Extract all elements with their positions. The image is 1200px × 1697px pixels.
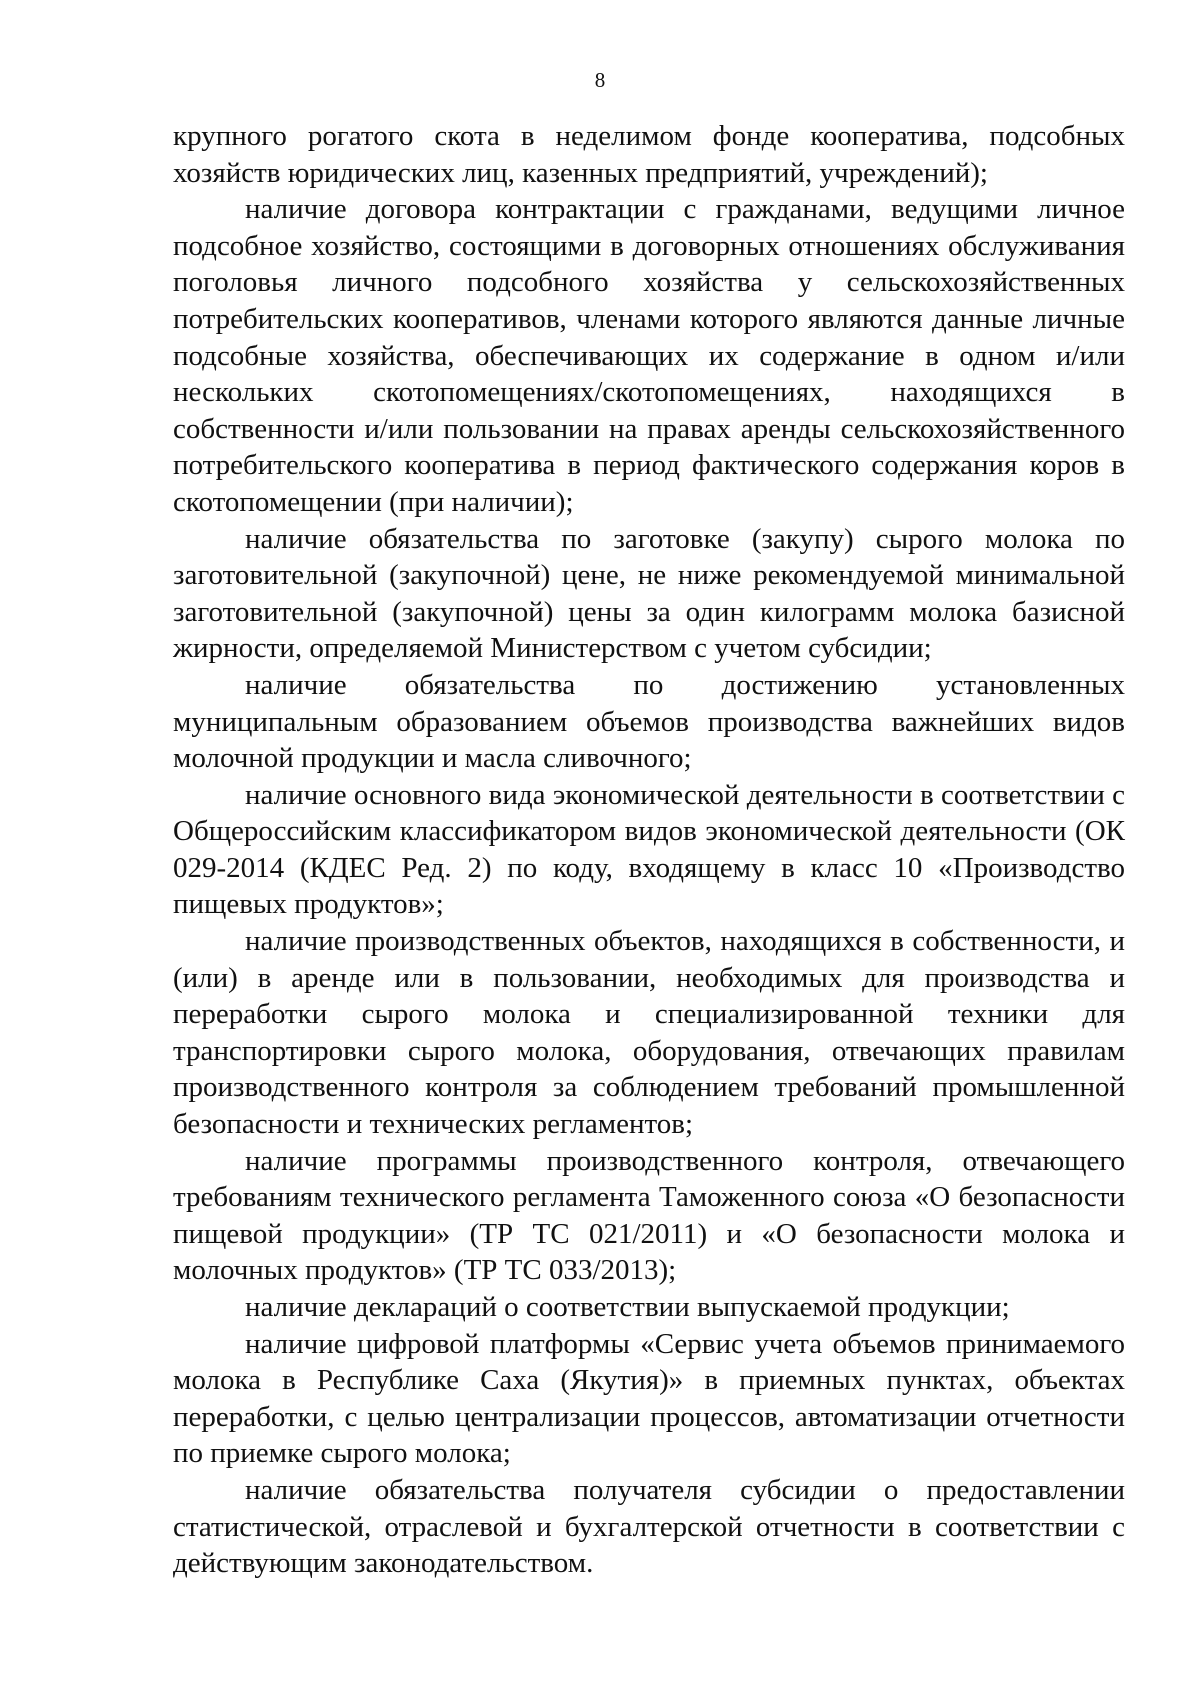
paragraph-production-facilities: наличие производственных объектов, находящихся в собственности, и (или) в аренде или в пользовании, необходимых для производства и переработки сырого молока и специализированной техники для транспортировки сырого молока, оборудования, отвечающих правилам производственного контроля за соблюдением требований промышленной безопасности и технических регламентов;: [173, 925, 1125, 1141]
page-number: 8: [594, 68, 606, 92]
paragraph-activity-code: наличие основного вида экономической деятельности в соответствии с Общероссийским классификатором видов экономической деятельности (ОК 029-2014 (КДЕС Ред. 2) по коду, входящему в класс 10 «Производство пищевых продуктов»;: [173, 778, 1125, 921]
paragraph-continuation: крупного рогатого скота в неделимом фонде кооператива, подсобных хозяйств юридических лиц, казенных предприятий, учреждений);: [173, 120, 1125, 189]
paragraph-digital-platform: наличие цифровой платформы «Сервис учета объемов принимаемого молока в Республике Саха (Якутия)» в приемных пунктах, объектах переработки, с целью централизации процессов, автоматизации отчетности по приемке сырого молока;: [173, 1327, 1125, 1470]
paragraph-production-volumes: наличие обязательства по достижению установленных муниципальным образованием объемов производства важнейших видов молочной продукции и масла сливочного;: [173, 668, 1125, 775]
paragraph-milk-procurement: наличие обязательства по заготовке (закупу) сырого молока по заготовительной (закупочной) цене, не ниже рекомендуемой минимальной заготовительной (закупочной) цены за один килограмм молока базисной жирности, определяемой Министерством с учетом субсидии;: [173, 522, 1125, 665]
paragraph-control-program: наличие программы производственного контроля, отвечающего требованиям технического регламента Таможенного союза «О безопасности пищевой продукции» (ТР ТС 021/2011) и «О безопасности молока и молочных продуктов» (ТР ТС 033/2013);: [173, 1144, 1125, 1287]
paragraph-reporting-obligation: наличие обязательства получателя субсидии о предоставлении статистической, отраслевой и бухгалтерской отчетности в соответствии с действующим законодательством.: [173, 1473, 1125, 1580]
paragraph-declarations: наличие деклараций о соответствии выпускаемой продукции;: [245, 1291, 1010, 1323]
document-body: [173, 118, 1125, 1582]
paragraph-contract-agreement: наличие договора контрактации с гражданами, ведущими личное подсобное хозяйство, состоящими в договорных отношениях обслуживания поголовья личного подсобного хозяйства у сельскохозяйственных потребительских кооперативов, членами которого являются данные личные подсобные хозяйства, обеспечивающих их содержание в одном и/или нескольких скотопомещениях/скотопомещениях, находящихся в собственности и/или пользовании на правах аренды сельскохозяйственного потребительского кооператива в период фактического содержания коров в скотопомещении (при наличии);: [173, 193, 1125, 518]
